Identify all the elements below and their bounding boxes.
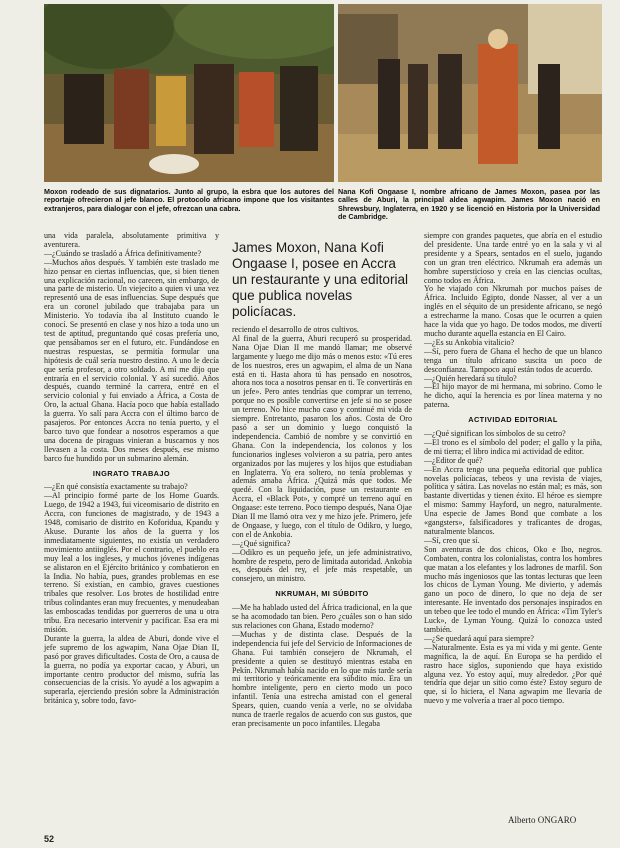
paragraph: —Me ha hablado usted del África tradicional, en la que se ha acomodado tan bien. Pero ¿cuáles son o han sido sus relaciones con Ghana, Estado moderno?	[232, 603, 412, 630]
photo1-caption: Moxon rodeado de sus dignatarios. Junto al grupo, la esbra que los autores del reportaje ofrecieron al jefe blanco. El protocolo africano impone que los visitantes extranjeros, para dialogar con el jefe, ofrezcan una cabra.	[44, 187, 334, 213]
author-signature: Alberto ONGARO	[508, 815, 577, 825]
paragraph: —Odikro es un pequeño jefe, un jefe administrativo, hombre de respeto, pero de limitada autoridad. Ankobia es, después del rey, el jefe más respetable, un consejero, un ministro.	[232, 547, 412, 584]
paragraph: —Muchas y de distinta clase. Después de la independencia fui jefe del Servicio de Informaciones de Ghana. Fui también consejero de Nkrumah, el presidente a quien se destituyó mientras estaba en Pekín. Nkrumah había nacido en lo que más tarde sería mi territorio y teóricamente era súbdito mío. Era un hombre inteligente, pero en cierto modo un poco infantil. Tenía una estrecha amistad con el general Spears, quien, cuando venía a verle, no se olvidaba nunca de traerle regalos de acuerdo con sus gustos, que eran precisamente un poco infantiles. Llegaba	[232, 629, 412, 728]
paragraph: —¿Se quedará aquí para siempre?	[424, 633, 534, 643]
paragraph: —Muchos años después. Y también este traslado me hizo pensar en ciertas influencias, que, si bien tienen una explicación racional, no carecen, sin embargo, de una parte de misterio. Un viejecito a quien vi una vez representó una de esas influencias. Supe después que era un coronel jubilado que trabajaba para un Ministerio. Yo todavía iba al Instituto cuando le conocí. Se presentó en clase y nos hizo a toda uno un test de aptitud, preguntando qué cosas prefería uno, que pensábamos ser en el futuro, etc. Fundándose en nuestras respuestas, se permitía formular una hipótesis de cuál sería nuestro destino. A uno le decía que sería profesor, a otro soldado. A mí me dijo que entraría en el servicio colonial. Y así sucedió. Años después, cuando terminé la carrera, entré en el servicio colonial y fui enviado a África, a Costa de Oro, la actual Ghana. Hacía poco que había estallado la guerra. Yo salí para Accra con el último barco de pasajeros. Por entonces Accra no tenía puerto, y el barco tuvo que fondear a nosotros esperamos a que una docena de piraguas vinieran a buscarnos y nos llevasen a la costa. Dos meses después, ese mismo barco fue hundido por un submarino alemán.	[44, 257, 219, 463]
photo-moxon-with-dignitaries	[44, 4, 334, 182]
paragraph: —Al principio formé parte de los Home Guards. Luego, de 1942 a 1943, fui viceomisario de distrito en Accra, con funciones de magistrado, y de 1943 a 1948, comisario de distrito en Koforidua, Kpandu y Akuse. Durante los años de la guerra y los inmediatamente siguientes, no existía un verdadero movimiento antiinglés. Por el contrario, el pueblo era muy leal a los ingleses, y muchos jóvenes indígenas se alistaron en el Ejército británico y combatieron en la India. No había, pues, grandes problemas en ese terreno. Sí existían, en cambio, graves cuestiones tribales que resolver. Los brotes de hostilidad entre tribus colindantes eran muy frecuentes, y menudeaban las emboscadas tendidas por guerreros de una u otra tribu. Era necesario intervenir y pacificar. Esa era mi misión.	[44, 491, 219, 634]
paragraph: —Sí, creo que sí.	[424, 535, 480, 545]
paragraph: —Sí, pero fuera de Ghana el hecho de que un blanco tenga un título africano suscita un poco de desconfianza. Tampoco aquí están todos de acuerdo.	[424, 346, 602, 374]
paragraph: reciendo el desarrollo de otros cultivos.	[232, 325, 359, 334]
paragraph: —¿Quién heredará su título?	[424, 373, 517, 383]
paragraph: —En Accra tengo una pequeña editorial que publica novelas policíacas, tebeos y una revista de viajes, política y sátira. Las novelas no están mal; es más, son bastante divertidas y tienen éxito. El héroe es siempre el mismo: Sammy Hayford, un negro, naturalmente. Una especie de James Bond que combate a los «gangsters», falsificadores y traficantes de drogas, naturalmente blancos.	[424, 464, 602, 536]
section-heading: INGRATO TRABAJO	[92, 468, 171, 478]
paragraph: siempre con grandes paquetes, que abría en el estudio del presidente. Una tarde entré yo en la sala y vi al presidente y a Spears, sentados en el suelo, jugando con un gran tren eléctrico. Nkrumah era además un hombre supersticioso y creía en las ciencias ocultas, como todos en África.	[424, 231, 602, 285]
photo2-caption: Nana Kofi Ongaase I, nombre africano de James Moxon, pasea por las calles de Aburi, la principal aldea agwapim. James Moxon nació en Shrewsbury, Inglaterra, en 1920 y se licenció en Historia por la Universidad de Cambridge.	[338, 187, 600, 222]
section-heading: NKRUMAH, MI SÚBDITO	[275, 589, 369, 599]
paragraph: —¿En qué consistía exactamente su trabajo?	[44, 482, 188, 492]
paragraph: —¿Cuándo se trasladó a África definitivamente?	[44, 248, 202, 258]
column-2	[232, 326, 412, 729]
paragraph: —¿Es su Ankobia vitalicio?	[424, 337, 515, 347]
paragraph: Son aventuras de dos chicos, Oko e Ibo, negros. Combaten, contra los colonialistas, contra los hombres que matan a los elefantes y los ladrones de marfil. Son mucho más ingeniosos que las tontas lecturas que leen los chicos de Lyman Young. Me divierto, y además gano un poco de dinero, lo que no deja de ser interesante. He inventado dos personajes inspirados en un tebeo que lee todo el mundo en África: «Tim Tyler's Luck», de Lyman Young. Quizá lo conozca usted también.	[424, 544, 602, 634]
paragraph: —El trono es el símbolo del poder; el gallo y la piña, de mi tierra; el libro indica mi actividad de editor.	[424, 437, 602, 456]
photo-nana-kofi-walking	[338, 4, 602, 182]
paragraph: Yo he viajado con Nkrumah por muchos países de África. Incluido Egipto, donde Nasser, al ver a un inglés en el séquito de un presidente africano, se negó a estrecharme la mano. Cosas que le ocurren a quien hace la vida que yo hago. De todos modos, me divertí mucho durante aquella estancia en El Cairo.	[424, 284, 602, 338]
section-heading: ACTIVIDAD EDITORIAL	[468, 415, 558, 425]
paragraph: Durante la guerra, la aldea de Aburi, donde vive el jefe supremo de los agwapim, Nana Ojae Dian II, pasó por graves dificultades. Costa de Oro, a causa de la guerra, no podía ya exportar cacao, y Aburi, un importante centro productor del mismo, sufría las consecuencias de la crisis. Yo ayudé a los agwapim a superarla, ejerciendo presión sobre la Administración británica y, sobre todo, favo-	[44, 633, 219, 706]
paragraph: —El hijo mayor de mi hermana, mi sobrino. Como le he dicho, aquí la herencia es por línea materna y no paterna.	[424, 382, 602, 410]
column-1	[44, 232, 219, 706]
paragraph: —¿Qué significa?	[232, 538, 291, 548]
paragraph: Al final de la guerra, Aburi recuperó su prosperidad. Nana Ojae Dian II me mandó llamar; me observé largamente y luego me dijo más o menos esto: «Tú eres de los nuestros, eres un agwapim, el alma de un Nana está en ti. Hasta ahora tú has pensado en nosotros, ahora nos toca a nosotros pensar en ti. Te convertirás en un jefe». Pero antes tendrías que comprar un terreno, porque no es posible convertirse en jefe si no se posee un terreno. No hice mucho caso y continué mi vida de siempre. Entretanto, pasaron los años. Costa de Oro pasó a ser un dominio y luego conquistó la independencia. Cambió de nombre y se convirtió en Ghana. Con la independencia, los colonos y los funcionarios ingleses volvieron a su patria, pero antes organizados por las mujeres y los hijos que estudiaban en Inglaterra. Yo era soltero, no tenía problemas y además amaba África. ¿Quizá más que todos. Me quedé. Con la liquidación, puse un restaurante en Accra, el «Black Pot», y compré un terreno aquí en Ongaase: este terreno. Poco tiempo después, Nana Ojae Dian II me llamó otra vez y me hizo jefe. Primero, jefe de Ongaase, y luego, con el título de Odikro, y luego, con el de Ankobia.	[232, 333, 412, 539]
paragraph: —Naturalmente. Esta es ya mi vida y mi gente. Gente magnífica, la de aquí. En Europa se ha perdido el rastro hace siglos, suponiendo que haya existido alguna vez. Yo estoy aquí, muy alrededor. ¿Por qué tendría que dejar un sitio como éste? Estoy seguro de que, si lo hiciera, el Nana agwapim me llevaría de nuevo y me volvería a traer al poco tiempo.	[424, 642, 602, 706]
paragraph: —¿Qué significan los símbolos de su cetro?	[424, 429, 566, 439]
page-number: 52	[44, 834, 55, 844]
paragraph: una vida paralela, absolutamente primitiva y aventurera.	[44, 231, 219, 249]
paragraph: —¿Editor de qué?	[424, 455, 483, 465]
pull-quote: James Moxon, Nana Kofi Ongaase I, posee en Accra un restaurante y una editorial que publica novelas policíacas.	[232, 240, 409, 319]
column-3	[424, 232, 602, 706]
